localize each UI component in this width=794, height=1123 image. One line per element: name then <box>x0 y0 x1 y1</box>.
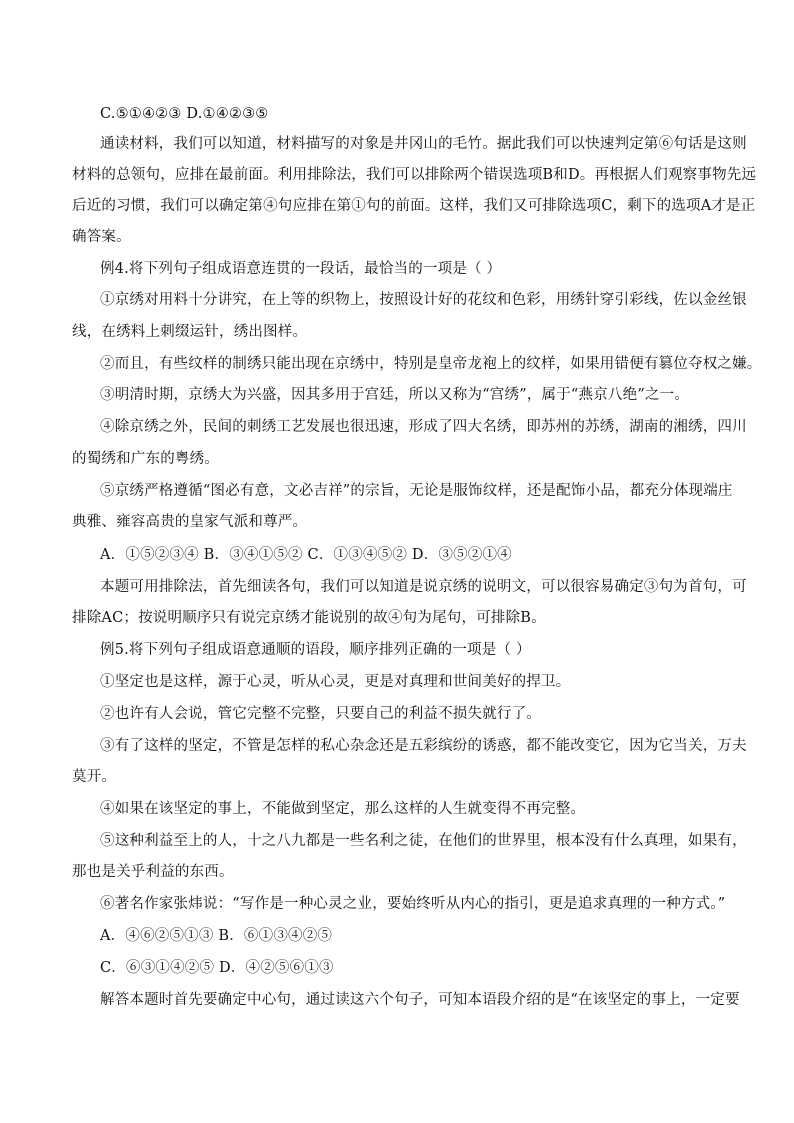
sentence-line: ③有了这样的坚定，不管是怎样的私心杂念还是五彩缤纷的诱惑，都不能改变它，因为它当关，万夫 <box>100 738 747 754</box>
analysis-paragraph-line: 后近的习惯，我们可以确定第④句应排在第①句的前面。这样，我们又可排除选项C，剩下的选项A才是正 <box>72 198 756 214</box>
analysis-paragraph-line: 本题可用排除法，首先细读各句，我们可以知道是说京绣的说明文，可以很容易确定③句为首句，可 <box>100 579 747 595</box>
sentence-line: ⑤京绣严格遵循“图必有意，文必吉祥”的宗旨，无论是服饰纹样，还是配饰小品，都充分体现端庄 <box>100 483 733 499</box>
answer-options-line: A．①⑤②③④ B．③④①⑤② C．①③④⑤② D．③⑤②①④ <box>100 547 512 563</box>
sentence-line: ①坚定也是这样，源于心灵，听从心灵，更是对真理和世间美好的捍卫。 <box>100 674 571 690</box>
sentence-line: 那也是关乎利益的东西。 <box>72 864 234 880</box>
sentence-line: ④除京绣之外，民间的刺绣工艺发展也很迅速，形成了四大名绣，即苏州的苏绣，湖南的湘绣，四川 <box>100 419 747 435</box>
analysis-paragraph-line: 通读材料，我们可以知道，材料描写的对象是井冈山的毛竹。据此我们可以快速判定第⑥句话是这则 <box>100 136 747 152</box>
analysis-paragraph-line: 确答案。 <box>72 229 131 245</box>
sentence-line: ①京绣对用料十分讲究，在上等的织物上，按照设计好的花纹和色彩，用绣针穿引彩线，佐以金丝银 <box>100 292 747 308</box>
answer-options-line: A．④⑥②⑤①③ B．⑥①③④②⑤ <box>100 928 333 944</box>
analysis-paragraph-line: 材料的总领句，应排在最前面。利用排除法，我们可以排除两个错误选项B和D。再根据人们观察事物先远 <box>72 167 757 183</box>
sentence-line: ②也许有人会说，管它完整不完整，只要自己的利益不损失就行了。 <box>100 706 541 722</box>
analysis-paragraph-line: 排除AC；按说明顺序只有说完京绣才能说别的故④句为尾句，可排除B。 <box>72 610 546 626</box>
sentence-line: 典雅、雍容高贵的皇家气派和尊严。 <box>72 514 308 530</box>
example-4-question: 例4.将下列句子组成语意连贯的一段话，最恰当的一项是（ ） <box>100 261 502 277</box>
sentence-line: ④如果在该坚定的事上，不能做到坚定，那么这样的人生就变得不再完整。 <box>100 801 586 817</box>
option-line-c-d: C.⑤①④②③ D.①④②③⑤ <box>100 106 269 122</box>
sentence-line: 线，在绣料上刺缀运针，绣出图样。 <box>72 324 308 340</box>
sentence-line: ⑤这种利益至上的人，十之八九都是一些名利之徒，在他们的世界里，根本没有什么真理，如果有， <box>100 833 747 849</box>
sentence-line: ②而且，有些纹样的制绣只能出现在京绣中，特别是皇帝龙袍上的纹样，如果用错便有篡位夺权之嫌。 <box>100 356 762 372</box>
analysis-paragraph-line: 解答本题时首先要确定中心句，通过读这六个句子，可知本语段介绍的是“在该坚定的事上，一定要 <box>100 992 740 1008</box>
example-5-question: 例5.将下列句子组成语意通顺的语段，顺序排列正确的一项是（ ） <box>100 642 531 658</box>
answer-options-line: C．⑥③①④②⑤ D．④②⑤⑥①③ <box>100 960 334 976</box>
sentence-line: ③明清时期，京绣大为兴盛，因其多用于宫廷，所以又称为“宫绣”，属于“燕京八绝”之一。 <box>100 387 690 403</box>
sentence-line: ⑥著名作家张炜说：“写作是一种心灵之业，要始终听从内心的指引，更是追求真理的一种方式。” <box>100 896 726 912</box>
sentence-line: 的蜀绣和广东的粤绣。 <box>72 451 219 467</box>
sentence-line: 莫开。 <box>72 769 117 785</box>
